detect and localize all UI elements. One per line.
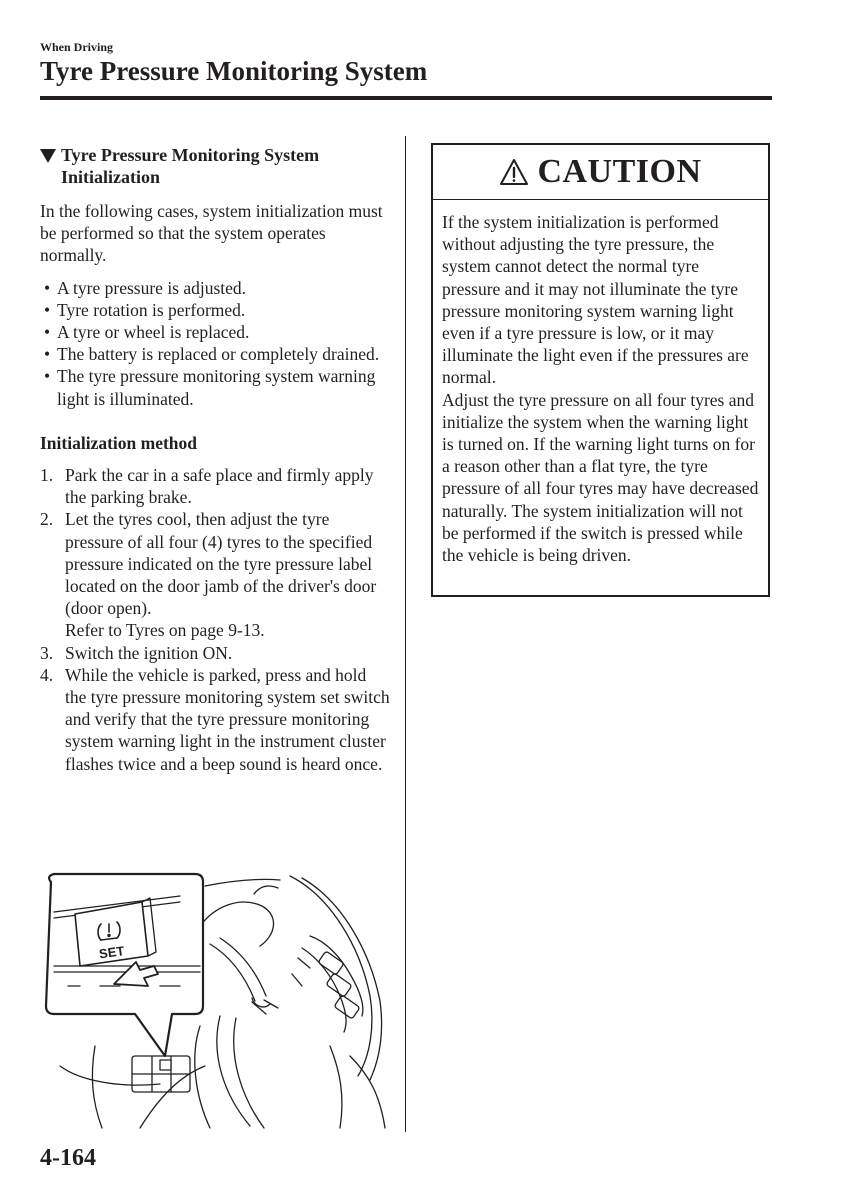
column-divider [405, 136, 406, 1132]
caution-paragraph: Adjust the tyre pressure on all four tyres and initialize the system when the warning light is turned on. If the warning light turns on for a reason other than a flat tyre, the tyre pressure of all four tyres may have decreased naturally. The system initialization will not be performed if the switch is pressed while the vehicle is being driven. [442, 389, 759, 566]
list-item-text: A tyre pressure is adjusted. [57, 277, 247, 298]
step-item [40, 464, 390, 508]
step-text: While the vehicle is parked, press and hold the tyre pressure monitoring system set switch and verify that the tyre pressure monitoring system warning light in the instrument cluster flashes twice and a beep sound is heard once. [65, 664, 390, 774]
step-number: 2. [40, 509, 54, 530]
section-heading [40, 144, 390, 188]
list-item [40, 365, 390, 409]
list-item [40, 277, 390, 299]
caution-box [431, 143, 770, 597]
steps-list [40, 464, 390, 775]
step-text: Park the car in a safe place and firmly apply the parking brake. [65, 465, 374, 508]
list-item [40, 321, 390, 343]
triangle-down-icon [40, 149, 56, 163]
bullet-marker: • [44, 344, 51, 365]
left-column [40, 144, 390, 775]
list-item [40, 299, 390, 321]
warning-triangle-icon [499, 158, 529, 186]
method-heading: Initialization method [40, 432, 198, 453]
bullet-marker: • [44, 299, 51, 320]
step-number: 1. [40, 465, 54, 486]
caution-label: CAUTION [537, 153, 702, 190]
bullet-marker: • [44, 366, 51, 387]
intro-paragraph: In the following cases, system initialization must be performed so that the system operates normally. [40, 201, 383, 266]
title-rule [40, 96, 772, 100]
step-text: Switch the ignition ON. [65, 642, 233, 663]
caution-body [433, 200, 768, 566]
step-item [40, 642, 390, 664]
caution-header [433, 145, 768, 200]
switch-location-illustration [40, 866, 390, 1132]
step-reference: Refer to Tyres on page 9-13. [65, 620, 265, 641]
list-item-text: The battery is replaced or completely drained. [57, 344, 380, 365]
list-item-text: Tyre rotation is performed. [57, 299, 246, 320]
step-number: 4. [40, 664, 54, 685]
list-item-text: A tyre or wheel is replaced. [57, 322, 250, 343]
caution-paragraph: If the system initialization is performed without adjusting the tyre pressure, the system cannot detect the normal tyre pressure and it may not illuminate the tyre pressure monitoring system warning light even if a tyre pressure is low, or it may illuminate the light even if the pressures are normal. [442, 212, 749, 388]
section-heading-text: Tyre Pressure Monitoring System Initialization [61, 145, 320, 187]
list-item [40, 343, 390, 365]
page-title: Tyre Pressure Monitoring System [40, 56, 428, 86]
page-number: 4-164 [40, 1145, 96, 1171]
bullet-marker: • [44, 277, 51, 298]
step-text: Let the tyres cool, then adjust the tyre pressure of all four (4) tyres to the specified pressure indicated on the tyre pressure label located on the door jamb of the driver's door (door open). [65, 509, 377, 619]
running-head: When Driving [40, 40, 114, 54]
step-number: 3. [40, 642, 54, 663]
set-label: SET [98, 943, 126, 962]
step-item [40, 508, 390, 641]
step-item [40, 664, 390, 775]
list-item-text: The tyre pressure monitoring system warning light is illuminated. [57, 366, 376, 409]
bullet-marker: • [44, 322, 51, 343]
bullet-list [40, 277, 390, 410]
